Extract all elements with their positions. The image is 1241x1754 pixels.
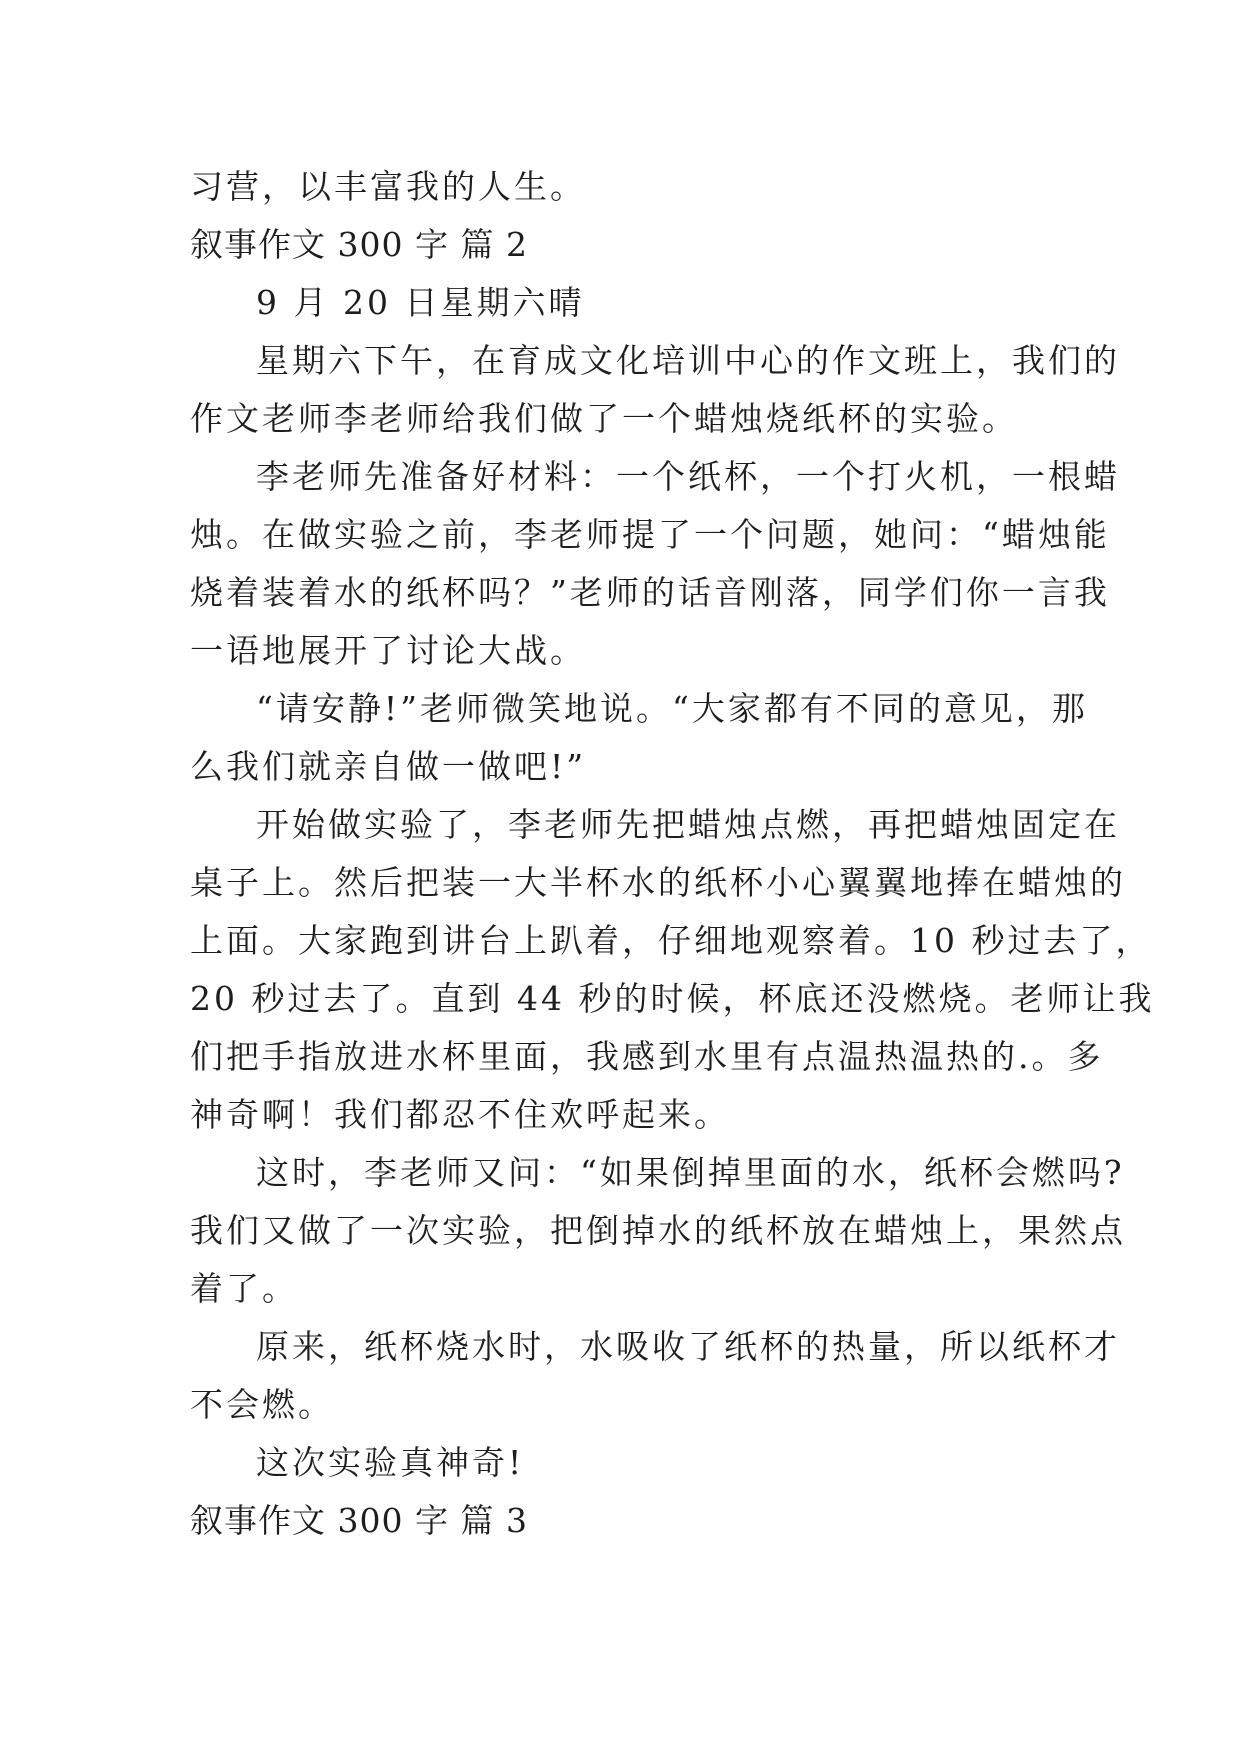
text-line: 们把手指放进水杯里面，我感到水里有点温热温热的.。多	[190, 1037, 1104, 1076]
text-line: 9 月 20 日星期六晴	[256, 283, 585, 322]
text-line: 么我们就亲自做一做吧!”	[190, 747, 587, 786]
section-heading: 叙事作文 300 字 篇 3	[190, 1501, 528, 1540]
text-line: 开始做实验了，李老师先把蜡烛点燃，再把蜡烛固定在	[256, 805, 1120, 844]
text-line: 烧着装着水的纸杯吗？”老师的话音刚落，同学们你一言我	[190, 573, 1110, 612]
text-line: 上面。大家跑到讲台上趴着，仔细地观察着。10 秒过去了，	[190, 921, 1152, 960]
text-line: 这时，李老师又问：“如果倒掉里面的水，纸杯会燃吗?	[256, 1153, 1125, 1192]
text-line: 烛。在做实验之前，李老师提了一个问题，她问：“蜡烛能	[190, 515, 1110, 554]
text-line: 这次实验真神奇!	[256, 1443, 525, 1482]
document-page	[190, 158, 1155, 1550]
text-line: 作文老师李老师给我们做了一个蜡烛烧纸杯的实验。	[190, 399, 1018, 438]
text-line: 我们又做了一次实验，把倒掉水的纸杯放在蜡烛上，果然点	[190, 1211, 1126, 1250]
text-line: 着了。	[190, 1269, 298, 1308]
text-line: 原来，纸杯烧水时，水吸收了纸杯的热量，所以纸杯才	[256, 1327, 1120, 1366]
text-line: 神奇啊！我们都忍不住欢呼起来。	[190, 1095, 730, 1134]
text-line: 不会燃。	[190, 1385, 334, 1424]
text-line: 李老师先准备好材料：一个纸杯，一个打火机，一根蜡	[256, 457, 1120, 496]
text-line: 20 秒过去了。直到 44 秒的时候，杯底还没燃烧。老师让我	[190, 979, 1155, 1018]
text-line: 一语地展开了讨论大战。	[190, 631, 586, 670]
text-line: 星期六下午，在育成文化培训中心的作文班上，我们的	[256, 341, 1120, 380]
text-line: 习营，以丰富我的人生。	[190, 167, 586, 206]
text-line: 桌子上。然后把装一大半杯水的纸杯小心翼翼地捧在蜡烛的	[190, 863, 1126, 902]
text-line: “请安静!”老师微笑地说。“大家都有不同的意见，那	[256, 689, 1088, 728]
section-heading: 叙事作文 300 字 篇 2	[190, 225, 528, 264]
